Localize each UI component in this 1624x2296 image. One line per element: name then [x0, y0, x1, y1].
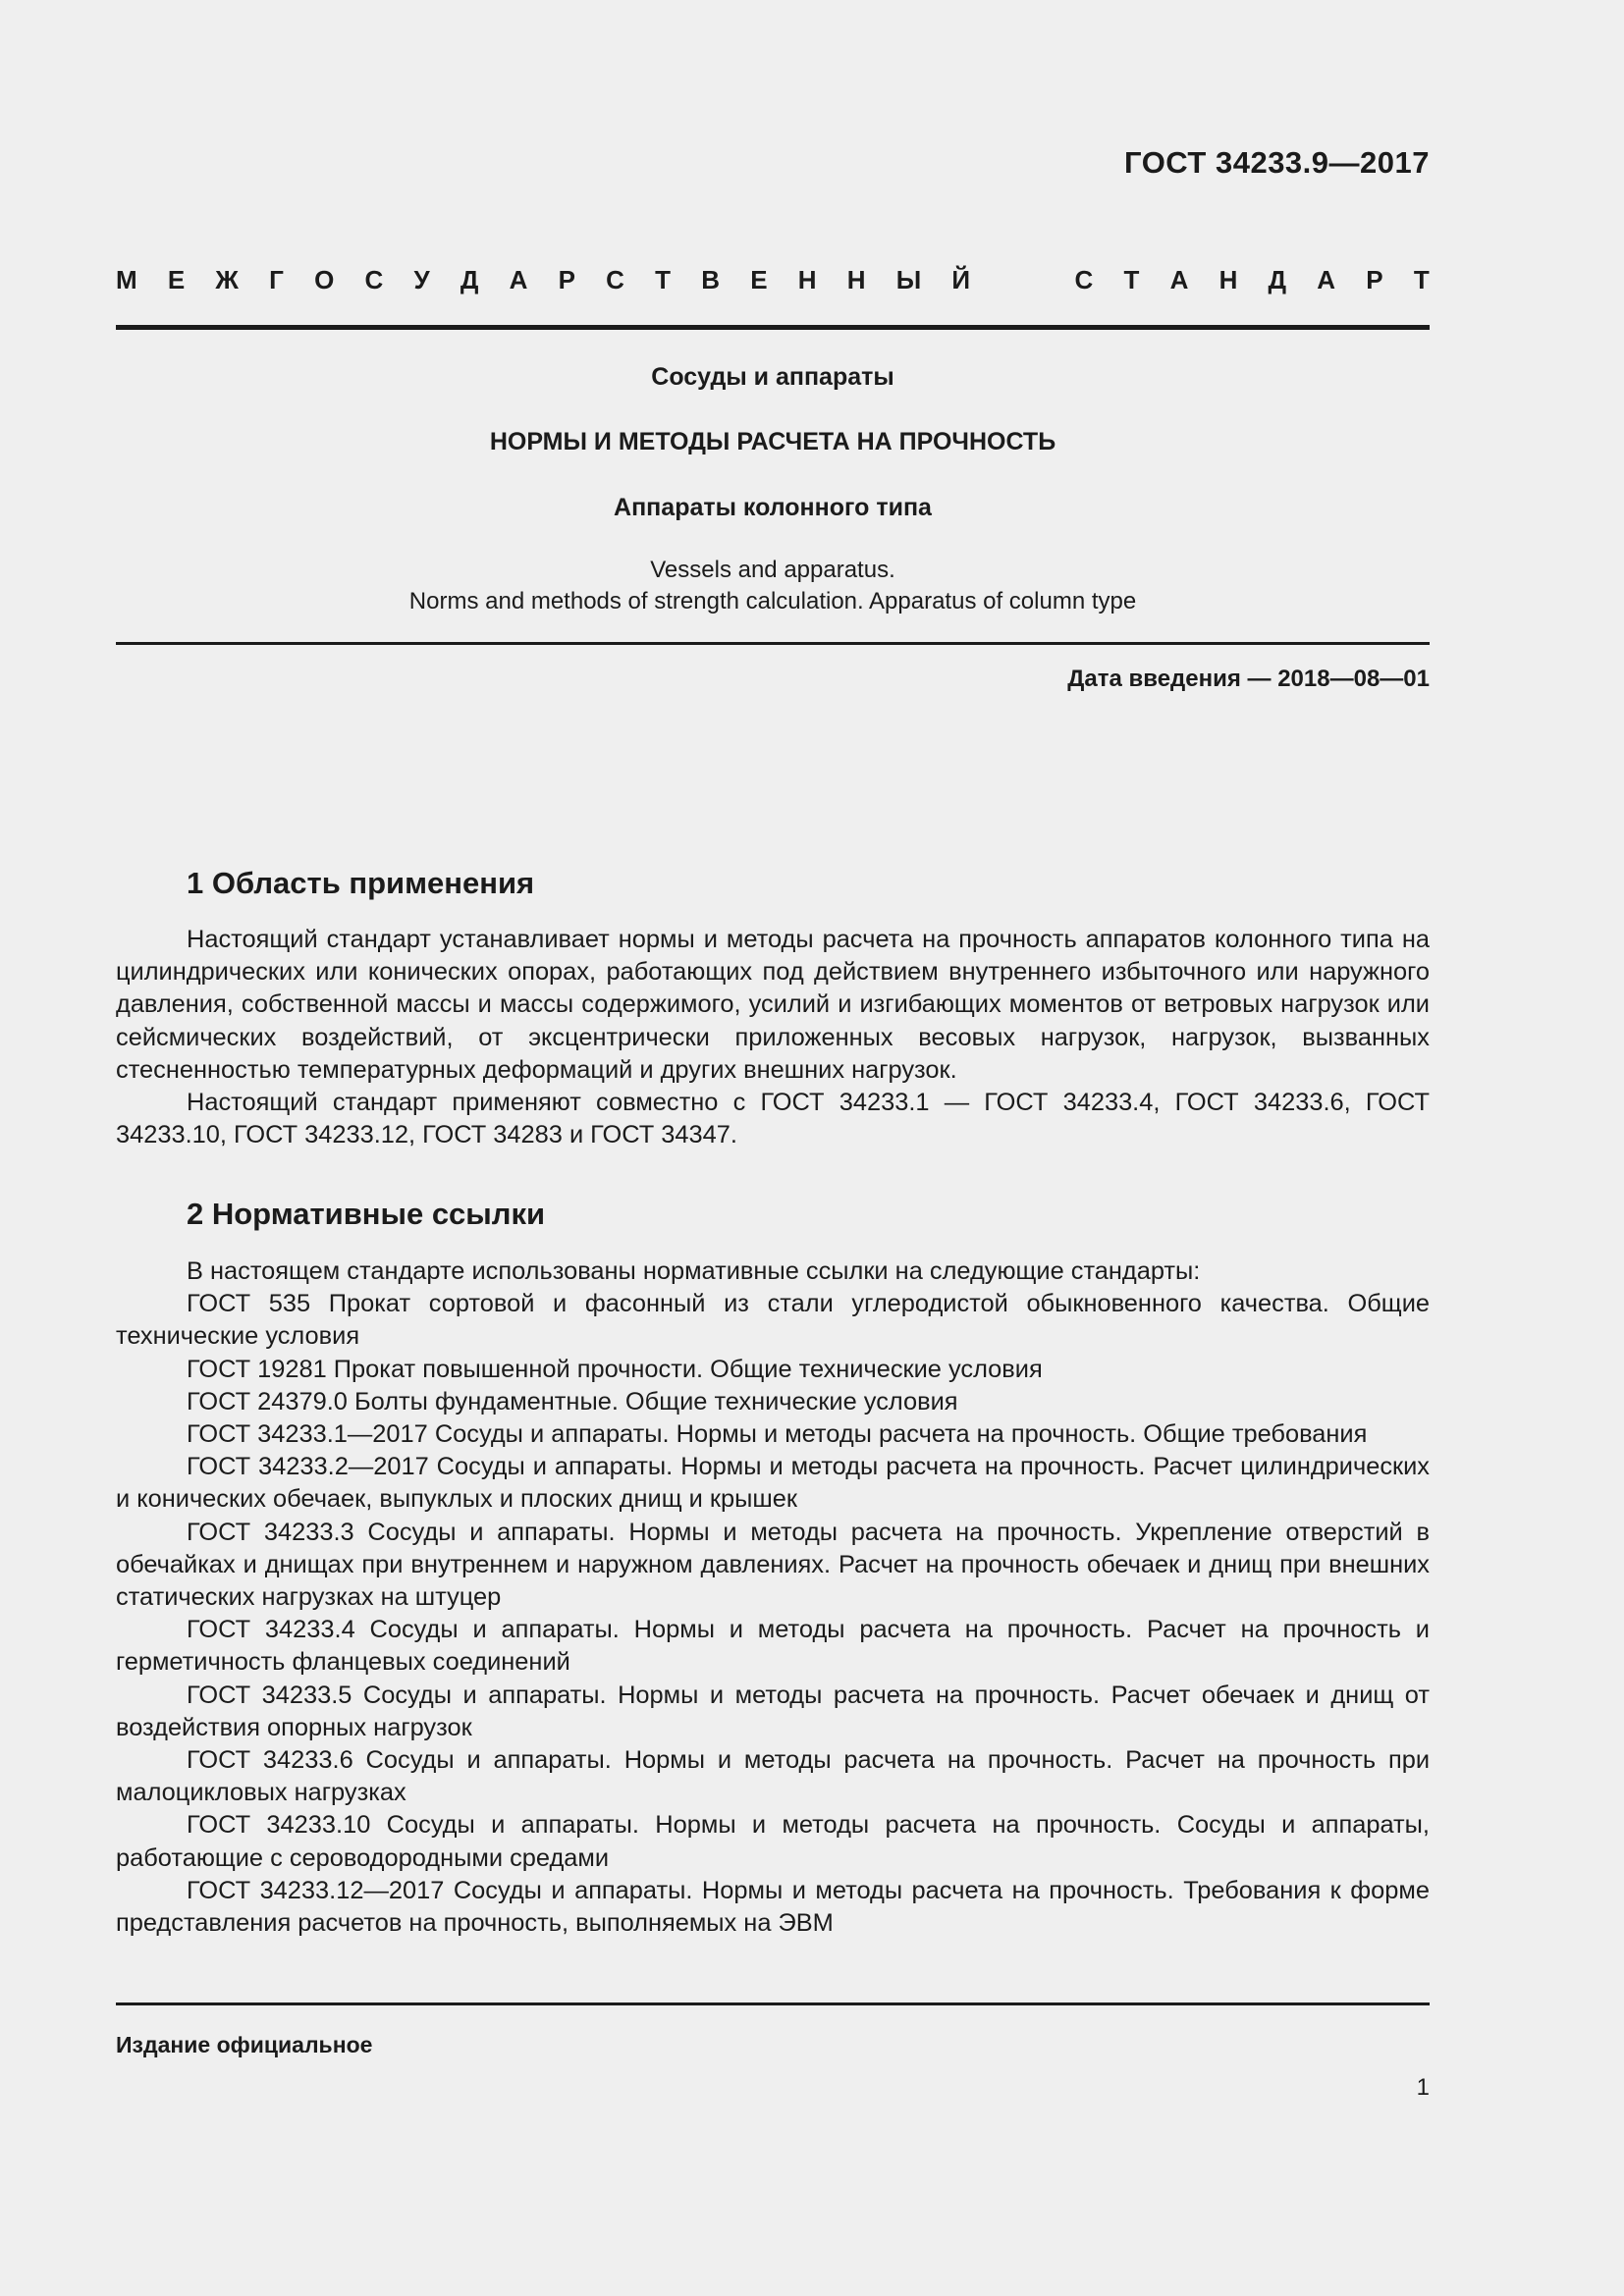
- section-2-body: [116, 1255, 1430, 1940]
- title-english-line-1: Vessels and apparatus.: [650, 557, 895, 583]
- banner-letter: Д: [460, 265, 479, 294]
- reference-item: ГОСТ 34233.3 Сосуды и аппараты. Нормы и методы расчета на прочность. Укрепление отверстий в обечайках и днищах при внутреннем и наружном давлениях. Расчет на прочность обечаек и днищ при внешних статических нагрузках на штуцер: [116, 1518, 1430, 1612]
- reference-item: ГОСТ 24379.0 Болты фундаментные. Общие технические условия: [187, 1387, 958, 1415]
- banner-letter: Й: [951, 265, 971, 294]
- reference-item: ГОСТ 34233.6 Сосуды и аппараты. Нормы и методы расчета на прочность. Расчет на прочность при малоцикловых нагрузках: [116, 1746, 1430, 1807]
- reference-item: ГОСТ 535 Прокат сортовой и фасонный из стали углеродистой обыкновенного качества. Общие технические условия: [116, 1290, 1430, 1351]
- banner-letter: Т: [1413, 265, 1430, 294]
- banner-letter: Р: [1366, 265, 1383, 294]
- banner-letter: Ы: [895, 265, 922, 294]
- introduction-date: Дата введения — 2018—08—01: [1067, 666, 1430, 692]
- banner-letter: Н: [797, 265, 817, 294]
- page-number: 1: [1416, 2074, 1430, 2101]
- title-divider: [116, 642, 1430, 645]
- document-id: ГОСТ 34233.9—2017: [1124, 145, 1430, 180]
- section-2-heading: 2 Нормативные ссылки: [187, 1197, 546, 1231]
- banner-letter: А: [509, 265, 528, 294]
- banner-letter: В: [701, 265, 721, 294]
- banner-letter: С: [606, 265, 624, 294]
- reference-item: ГОСТ 34233.5 Сосуды и аппараты. Нормы и методы расчета на прочность. Расчет обечаек и днищ от воздействия опорных нагрузок: [116, 1681, 1430, 1741]
- title-main: НОРМЫ И МЕТОДЫ РАСЧЕТА НА ПРОЧНОСТЬ: [489, 428, 1056, 455]
- banner-letter: Е: [167, 265, 186, 294]
- banner-letter: С: [364, 265, 384, 294]
- banner-letter: С: [1074, 265, 1094, 294]
- banner-letter: Д: [1268, 265, 1287, 294]
- banner-letter: Г: [269, 265, 284, 294]
- reference-item: ГОСТ 34233.4 Сосуды и аппараты. Нормы и методы расчета на прочность. Расчет на прочность и герметичность фланцевых соединений: [116, 1616, 1430, 1677]
- section-2-intro: В настоящем стандарте использованы нормативные ссылки на следующие стандарты:: [187, 1257, 1201, 1285]
- banner-letter: Н: [846, 265, 866, 294]
- section-1-body: [116, 924, 1430, 1151]
- banner-letter: О: [314, 265, 335, 294]
- banner-letter: Н: [1218, 265, 1238, 294]
- banner-letter: У: [413, 265, 430, 294]
- reference-item: ГОСТ 34233.2—2017 Сосуды и аппараты. Нормы и методы расчета на прочность. Расчет цилиндрических и конических обечаек, выпуклых и плоских днищ и крышек: [116, 1453, 1430, 1514]
- header-divider: [116, 325, 1430, 330]
- banner-letter: Ж: [215, 265, 239, 294]
- official-edition-label: Издание официальное: [116, 2032, 373, 2057]
- title-english-line-2: Norms and methods of strength calculation. Apparatus of column type: [408, 588, 1137, 614]
- title-part: Аппараты колонного типа: [614, 494, 932, 521]
- banner-letter: А: [1317, 265, 1336, 294]
- banner-letter: Е: [750, 265, 768, 294]
- title-group: Сосуды и аппараты: [651, 363, 894, 391]
- reference-item: ГОСТ 34233.12—2017 Сосуды и аппараты. Нормы и методы расчета на прочность. Требования к форме представления расчетов на прочность, выполняемых на ЭВМ: [116, 1876, 1430, 1938]
- section-1-paragraph: Настоящий стандарт устанавливает нормы и методы расчета на прочность аппаратов колонного типа на цилиндрических или конических опорах, работающих под действием внутреннего избыточного или наружного давления, собственной массы и массы содержимого, усилий и изгибающих моментов от ветровых нагрузок или сейсмических воздействий, от эксцентрически приложенных весовых нагрузок, нагрузок, вызванных стесненностью температурных деформаций и других внешних нагрузок.: [116, 926, 1430, 1084]
- reference-item: ГОСТ 34233.10 Сосуды и аппараты. Нормы и методы расчета на прочность. Сосуды и аппараты, работающие с сероводородными средами: [116, 1811, 1430, 1872]
- footer-divider: [116, 2002, 1430, 2005]
- section-1-paragraph: Настоящий стандарт применяют совместно с ГОСТ 34233.1 — ГОСТ 34233.4, ГОСТ 34233.6, ГОСТ 34233.10, ГОСТ 34233.12, ГОСТ 34283 и ГОСТ 34347.: [116, 1089, 1430, 1149]
- reference-item: ГОСТ 34233.1—2017 Сосуды и аппараты. Нормы и методы расчета на прочность. Общие требования: [187, 1420, 1368, 1449]
- reference-item: ГОСТ 19281 Прокат повышенной прочности. Общие технические условия: [187, 1355, 1043, 1383]
- section-1-heading: 1 Область применения: [187, 866, 535, 900]
- banner-letter: Т: [655, 265, 672, 294]
- banner-letter: М: [116, 265, 137, 294]
- banner-letter: Р: [558, 265, 575, 294]
- banner-letter: Т: [1123, 265, 1140, 294]
- interstate-standard-banner: [116, 265, 1430, 295]
- banner-letter: А: [1169, 265, 1189, 294]
- document-page: [116, 0, 1430, 2296]
